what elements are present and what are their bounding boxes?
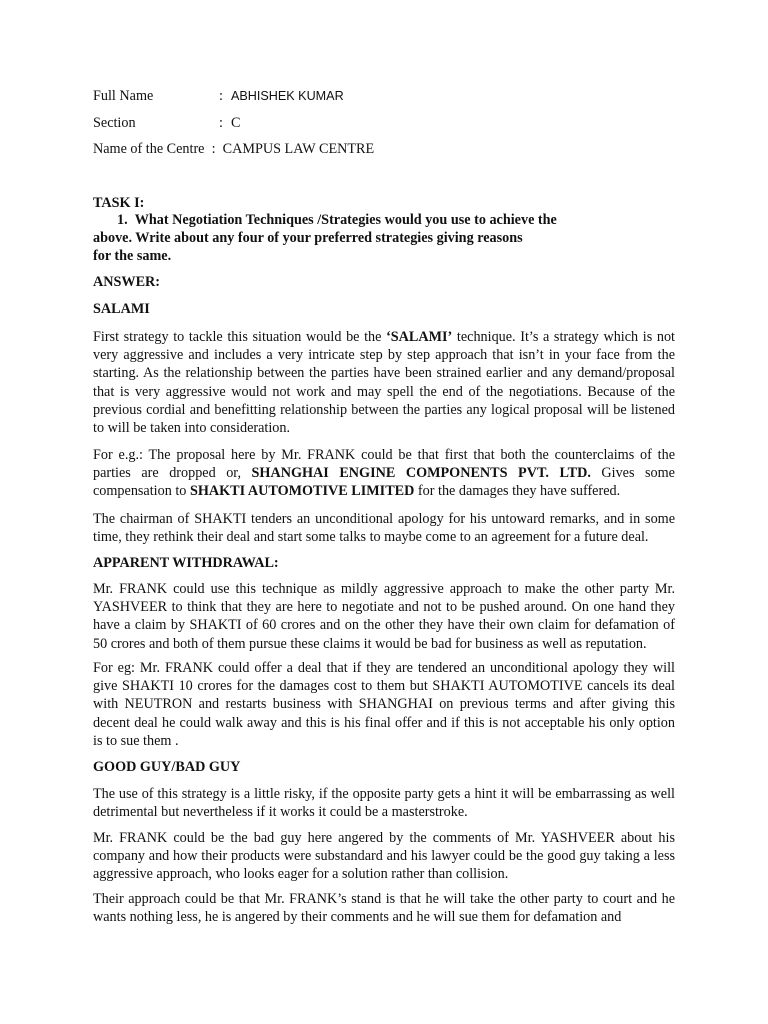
salami-term: ‘SALAMI’ — [386, 329, 453, 345]
question-line-3: for the same. — [93, 248, 172, 265]
question-number: 1. — [117, 212, 128, 228]
centre-value: CAMPUS LAW CENTRE — [222, 141, 375, 157]
salami-paragraph-1: First strategy to tackle this situation would be the ‘SALAMI’ technique. It’s a strategy which is not very aggressive and includes a very intricate step by step approach that isn’t in your face from the starting. As the relationship between the parties have been strained earlier and any demand/proposal that is very aggressive would not work and may spell the end of the negotiations. Because of the previous cordial and benefitting relationship between the parties any logical proposal will be listened to will be taken into consideration. — [93, 329, 675, 437]
section-row — [93, 114, 240, 132]
answer-heading: ANSWER: — [93, 274, 161, 290]
shanghai-company-name: SHANGHAI ENGINE COMPONENTS PVT. LTD. — [251, 465, 591, 482]
centre-colon: : — [211, 141, 216, 157]
withdrawal-paragraph-2: For eg: Mr. FRANK could offer a deal that if they are tendered an unconditional apology they will give SHAKTI 10 crores for the damages cost to them but SHAKTI AUTOMOTIVE cancels its deal with NEUTRON and restarts business with SHANGHAI on previous terms and after giving this decent deal he could walk away and this is his final offer and if this is not acceptable his only option is to sue them . — [93, 660, 675, 749]
section-colon: : — [219, 115, 223, 131]
shakti-company-name: SHAKTI AUTOMOTIVE LIMITED — [189, 483, 415, 500]
withdrawal-heading: APPARENT WITHDRAWAL: — [93, 555, 279, 571]
goodbad-paragraph-1: The use of this strategy is a little risky, if the opposite party gets a hint it will be embarrassing as well detrimental but nevertheless if it works it could be a masterstroke. — [93, 786, 675, 821]
goodbad-heading: GOOD GUY/BAD GUY — [93, 759, 241, 775]
full-name-colon: : — [219, 88, 223, 104]
task-title: TASK I: — [93, 195, 145, 211]
withdrawal-paragraph-1: Mr. FRANK could use this technique as mildly aggressive approach to make the other party Mr. YASHVEER to think that they are here to negotiate and not to be pushed around. On one hand they have a claim by SHAKTI of 60 crores and on the other they have their own claim for defamation of 50 crores and both of them pursue these claims it would be bad for business as well as reputation. — [93, 581, 675, 652]
question-line-1: What Negotiation Techniques /Strategies would you use to achieve the — [134, 212, 557, 228]
salami-heading: SALAMI — [93, 301, 150, 317]
task-question — [93, 211, 675, 266]
section-label: Section — [93, 115, 136, 131]
salami-paragraph-2: For e.g.: The proposal here by Mr. FRANK could be that first that both the counterclaims of the parties are dropped or, SHANGHAI ENGINE COMPONENTS PVT. LTD. Gives some compensation to SHAKTI AUTOMOTIVE LIMITED for the damages they have suffered. — [93, 447, 675, 500]
question-line-2: above. Write about any four of your preferred strategies giving reasons — [93, 230, 523, 247]
full-name-value: ABHISHEK KUMAR — [231, 89, 344, 103]
centre-row — [93, 140, 374, 158]
section-value: C — [231, 115, 241, 131]
full-name-label: Full Name — [93, 88, 154, 104]
centre-label: Name of the Centre — [93, 141, 205, 157]
goodbad-paragraph-2: Mr. FRANK could be the bad guy here angered by the comments of Mr. YASHVEER about his company and how their products were substandard and his lawyer could be the good guy taking a less aggressive approach, who looks eager for a solution rather than collision. — [93, 830, 675, 883]
salami-paragraph-3: The chairman of SHAKTI tenders an unconditional apology for his untoward remarks, and in some time, they rethink their deal and start some talks to maybe come to an agreement for a future deal. — [93, 511, 675, 546]
goodbad-paragraph-3: Their approach could be that Mr. FRANK’s stand is that he will take the other party to court and he wants nothing less, he is angered by their comments and he will sue them for defamation and — [93, 891, 675, 926]
full-name-row — [93, 87, 344, 105]
